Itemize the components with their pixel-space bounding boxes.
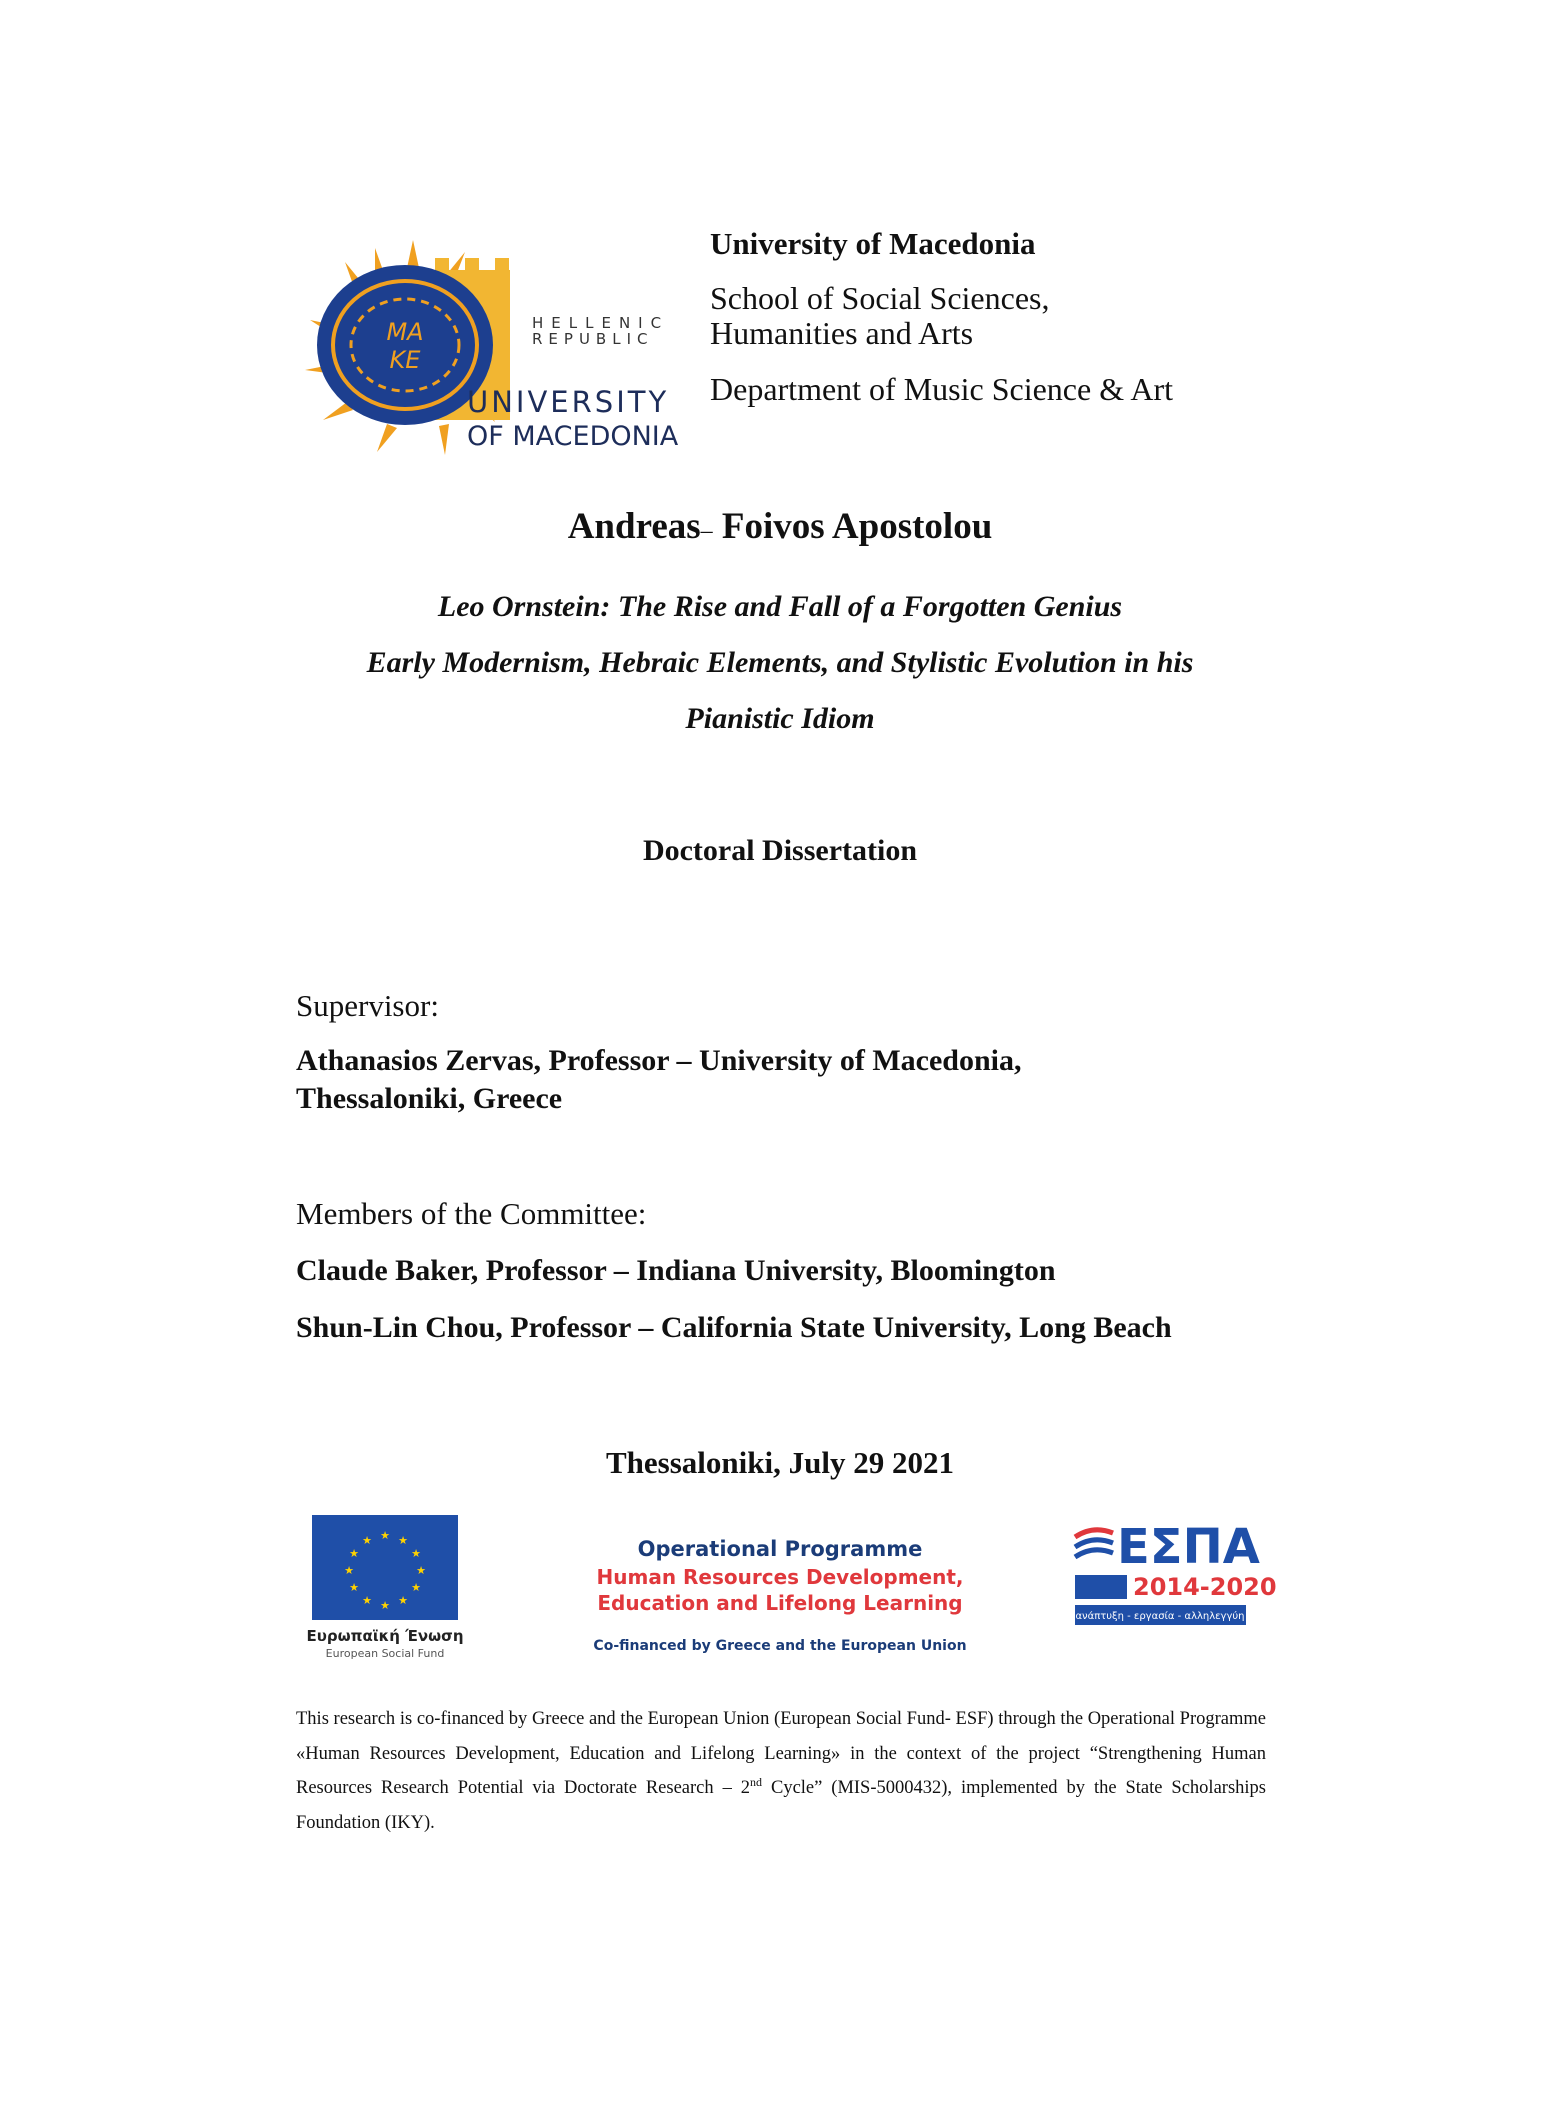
logo-republic-text: REPUBLIC bbox=[532, 330, 654, 348]
funding-text-2: Cycle” (MIS-5000432), implemented by the State Scholarships Foundation (IKY). bbox=[296, 1778, 1266, 1833]
eu-flag-logo bbox=[306, 1515, 464, 1665]
op-line-4: Co-financed by Greece and the European Union bbox=[593, 1638, 967, 1654]
university-logo bbox=[305, 240, 679, 455]
committee-member: Shun-Lin Chou, Professor – California State University, Long Beach bbox=[296, 1311, 1172, 1344]
title-line-3: Pianistic Idiom bbox=[685, 702, 875, 735]
author-first: Andreas bbox=[567, 506, 701, 547]
svg-text:★: ★ bbox=[349, 1581, 359, 1594]
logo-macedonia-text: OF MACEDONIA bbox=[467, 421, 679, 452]
department-name: Department of Music Science & Art bbox=[710, 371, 1173, 407]
title-line-2: Early Modernism, Hebraic Elements, and Stylistic Evolution in his bbox=[366, 646, 1194, 679]
espa-title: ΕΣΠΑ bbox=[1117, 1519, 1260, 1575]
logo-hellenic-text: HELLENIC bbox=[532, 314, 670, 332]
espa-years: 2014-2020 bbox=[1133, 1573, 1277, 1601]
document-type: Doctoral Dissertation bbox=[642, 834, 918, 867]
op-line-2: Human Resources Development, bbox=[596, 1565, 964, 1589]
institution-name: University of Macedonia bbox=[710, 226, 1036, 261]
svg-text:★: ★ bbox=[380, 1599, 390, 1612]
operational-programme-logo bbox=[585, 1530, 975, 1665]
school-line-1: School of Social Sciences, bbox=[710, 280, 1050, 316]
supervisor-line-1: Athanasios Zervas, Professor – University of Macedonia, bbox=[296, 1044, 1022, 1077]
funding-note bbox=[296, 1702, 1266, 1840]
title-line-1: Leo Ornstein: The Rise and Fall of a Forgotten Genius bbox=[437, 590, 1123, 623]
svg-text:★: ★ bbox=[380, 1529, 390, 1542]
svg-text:★: ★ bbox=[362, 1594, 372, 1607]
funding-sup: nd bbox=[750, 1774, 763, 1789]
author-dash: – bbox=[700, 518, 713, 544]
espa-subtitle: ανάπτυξη - εργασία - αλληλεγγύη bbox=[1075, 1611, 1245, 1622]
supervisor-label: Supervisor: bbox=[296, 988, 439, 1023]
svg-text:★: ★ bbox=[349, 1547, 359, 1560]
eu-title: Ευρωπαϊκή Ένωση bbox=[306, 1627, 464, 1645]
logo-university-text: UNIVERSITY bbox=[467, 385, 670, 419]
espa-logo bbox=[1073, 1515, 1277, 1630]
school-line-2: Humanities and Arts bbox=[710, 315, 974, 351]
seal-text-2: KE bbox=[389, 346, 421, 374]
svg-text:★: ★ bbox=[416, 1564, 426, 1577]
svg-text:★: ★ bbox=[362, 1534, 372, 1547]
svg-text:★: ★ bbox=[344, 1564, 354, 1577]
svg-text:★: ★ bbox=[398, 1534, 408, 1547]
committee-member: Claude Baker, Professor – Indiana University, Bloomington bbox=[296, 1254, 1056, 1287]
committee-label: Members of the Committee: bbox=[296, 1196, 647, 1231]
svg-text:★: ★ bbox=[411, 1581, 421, 1594]
eu-subtitle: European Social Fund bbox=[325, 1647, 445, 1660]
author-rest: Foivos Apostolou bbox=[712, 506, 993, 547]
place-date: Thessaloniki, July 29 2021 bbox=[606, 1445, 954, 1480]
svg-text:★: ★ bbox=[411, 1547, 421, 1560]
funding-text-1: This research is co-financed by Greece and the European Union (European Social Fund- ESF) through the Operational Programme «Human Resources Development, Education and Lifelong Learning» in the context of the project “Strengthening Human Resources Research Potential via Doctorate Research – 2 bbox=[296, 1709, 1266, 1798]
author-name bbox=[0, 505, 1560, 548]
seal-text-1: MA bbox=[386, 318, 424, 346]
op-line-1: Operational Programme bbox=[637, 1537, 923, 1561]
espa-flag-icon bbox=[1075, 1530, 1113, 1557]
op-line-3: Education and Lifelong Learning bbox=[597, 1591, 963, 1615]
supervisor-line-2: Thessaloniki, Greece bbox=[296, 1082, 563, 1115]
svg-text:★: ★ bbox=[398, 1594, 408, 1607]
